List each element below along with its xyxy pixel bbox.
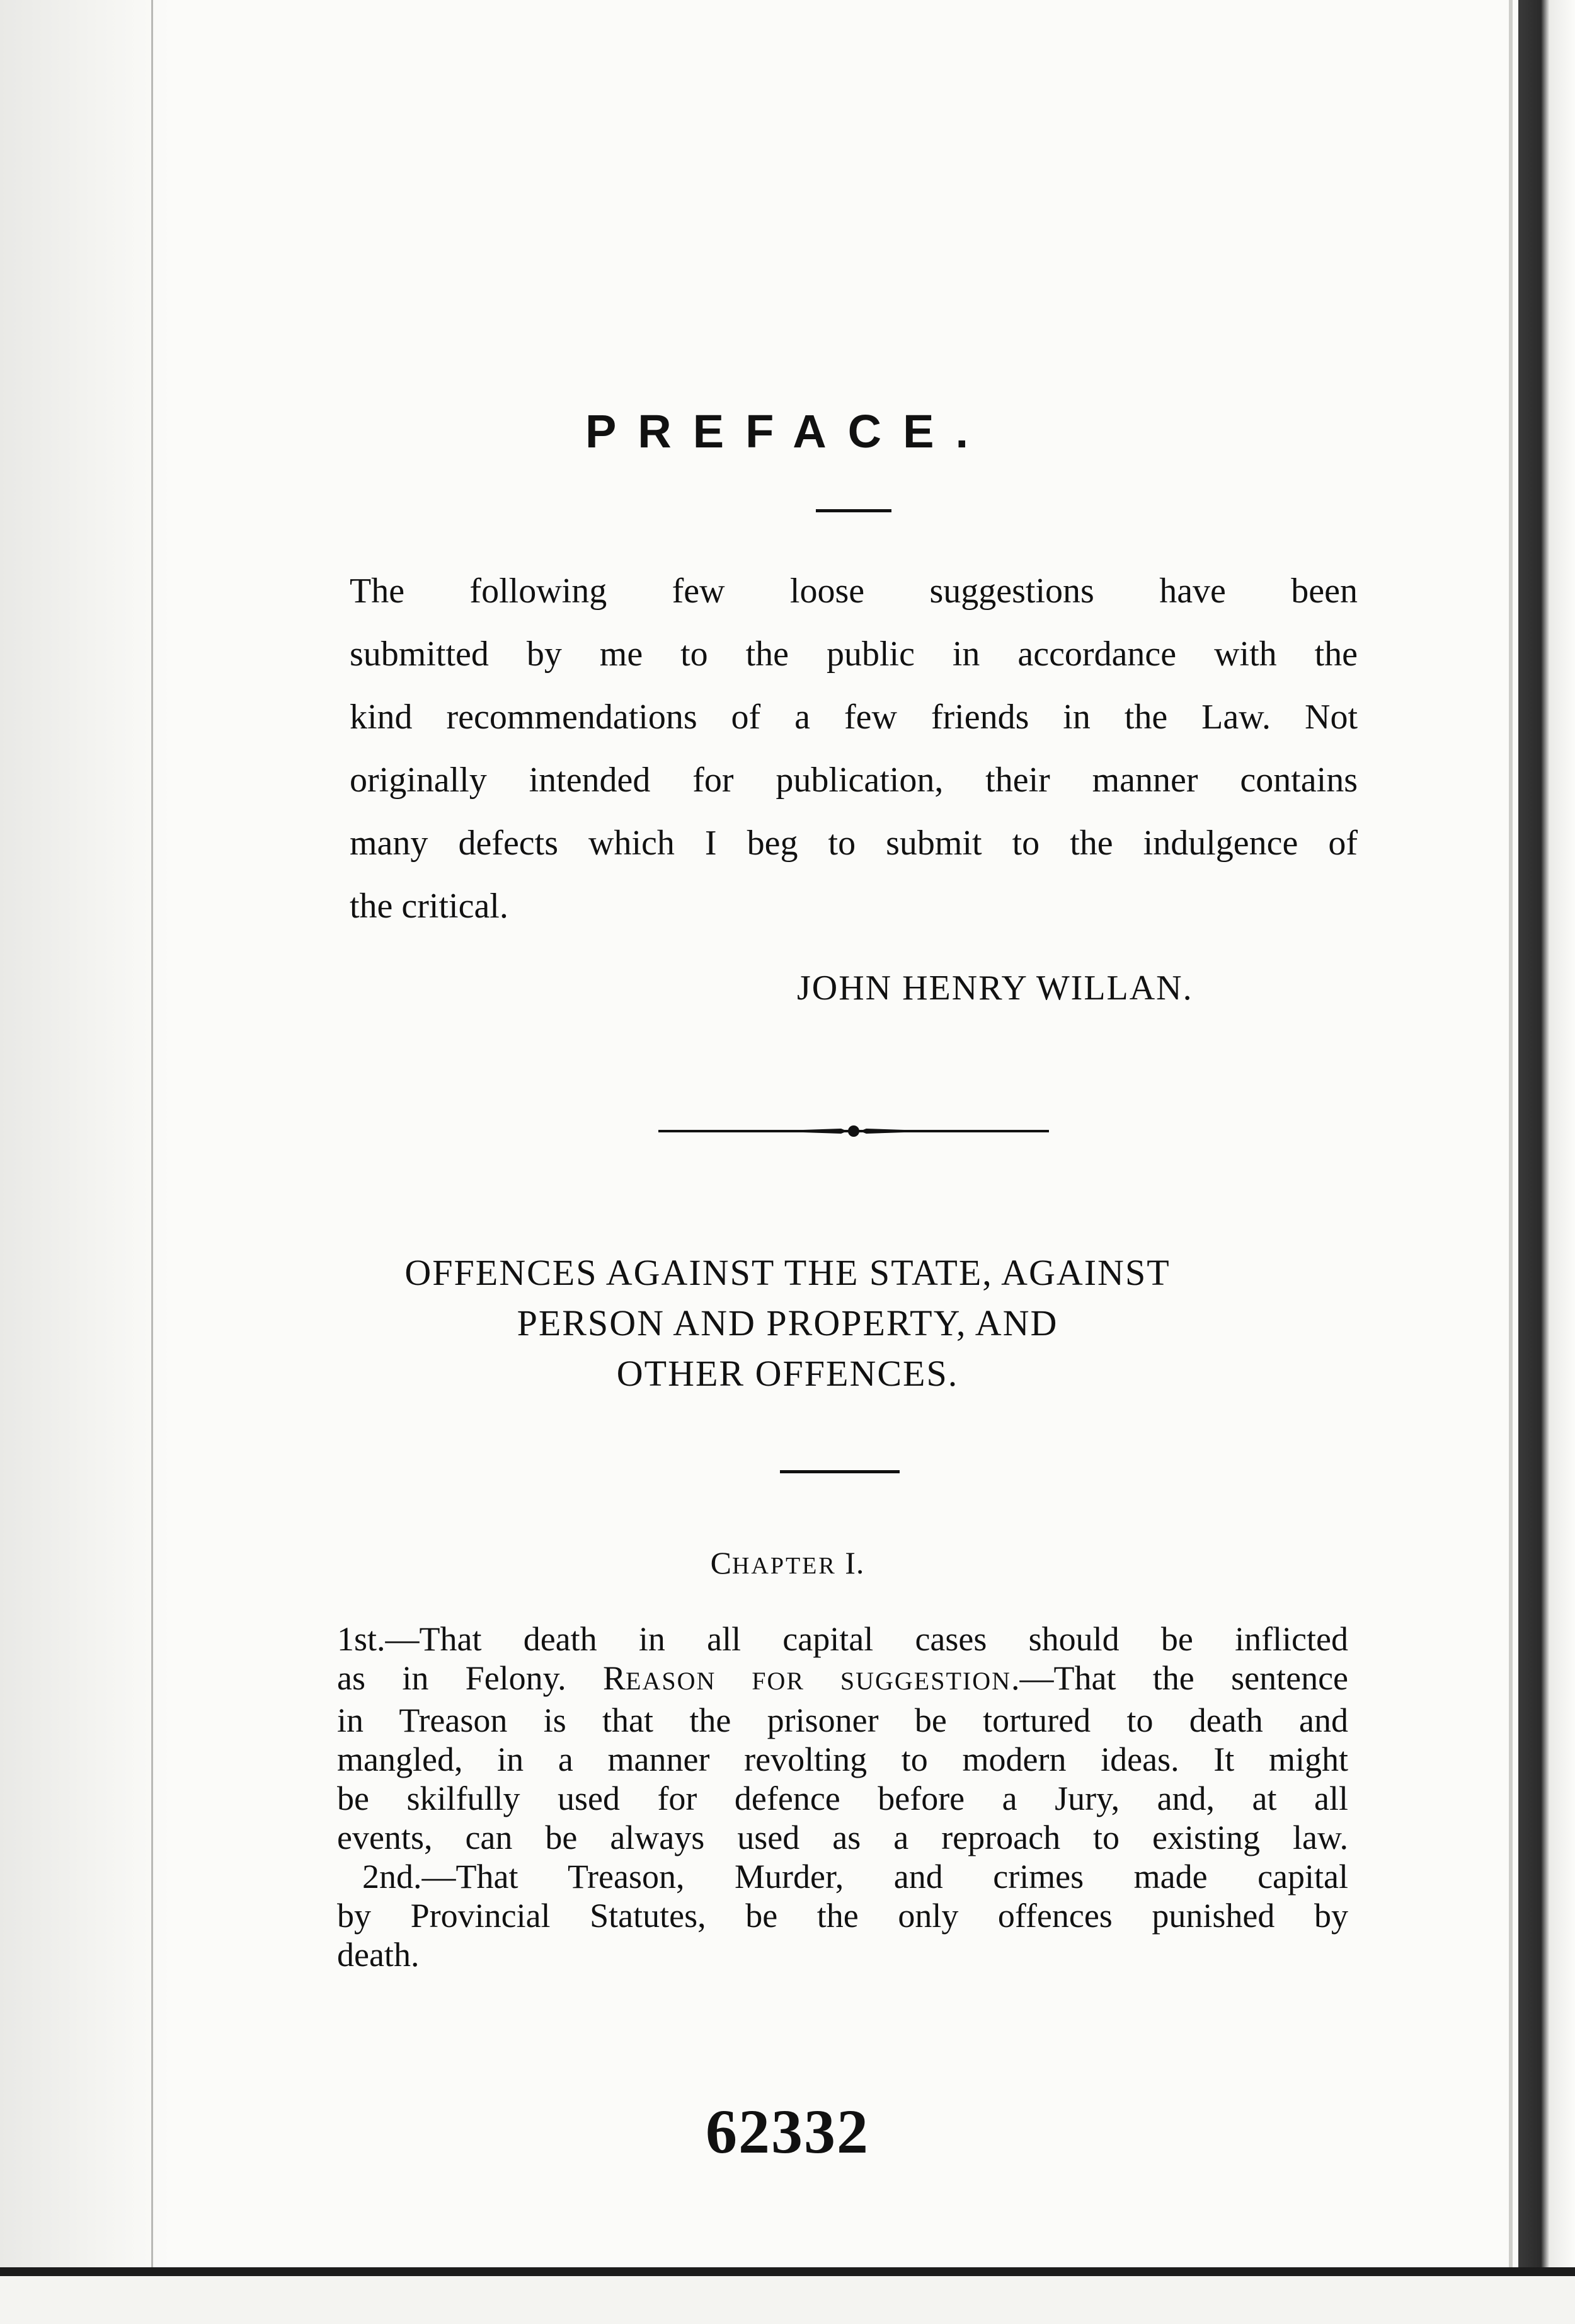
preface-title: PREFACE. bbox=[585, 405, 990, 457]
title-rule bbox=[816, 509, 891, 512]
section-heading-line: OTHER OFFENCES. bbox=[616, 1353, 959, 1394]
reason-initial: R bbox=[603, 1659, 626, 1697]
section-heading-line: PERSON AND PROPERTY, AND bbox=[517, 1303, 1058, 1343]
section-rule bbox=[780, 1470, 900, 1473]
body-line: be skilfully used for defence before a Jury, and, at all bbox=[337, 1780, 1348, 1817]
chapter-body bbox=[337, 1619, 1348, 1974]
section-heading bbox=[0, 1248, 1575, 1399]
chapter-number: I. bbox=[845, 1545, 865, 1580]
body-line: mangled, in a manner revolting to modern ideas. It might bbox=[337, 1740, 1348, 1778]
page-right-inner-edge bbox=[1509, 0, 1513, 2324]
body-line bbox=[337, 1659, 1348, 1701]
chapter-word: HAPTER bbox=[731, 1553, 837, 1579]
page-left-edge bbox=[151, 0, 153, 2324]
body-text: .—That the sentence bbox=[1011, 1659, 1348, 1697]
page-right-edge bbox=[1518, 0, 1575, 2324]
body-line: death. bbox=[337, 1936, 420, 1974]
body-line: 2nd.—That Treason, Murder, and crimes made capital bbox=[362, 1858, 1348, 1895]
page-number: 62332 bbox=[706, 2097, 869, 2166]
chapter-initial: C bbox=[710, 1545, 732, 1580]
page-bottom-edge bbox=[0, 2267, 1575, 2276]
body-text: as in Felony. bbox=[337, 1659, 566, 1697]
page-left-shadow bbox=[0, 0, 170, 2324]
body-line: in Treason is that the prisoner be tortured to death and bbox=[337, 1701, 1348, 1739]
preface-line: The following few loose suggestions have been bbox=[350, 572, 1358, 611]
ornamental-divider bbox=[658, 1122, 1049, 1141]
preface-line: many defects which I beg to submit to the indulgence of bbox=[350, 824, 1358, 863]
body-line: by Provincial Statutes, be the only offences punished by bbox=[337, 1897, 1348, 1935]
section-heading-line: OFFENCES AGAINST THE STATE, AGAINST bbox=[404, 1252, 1171, 1293]
preface-line: originally intended for publication, their manner contains bbox=[350, 761, 1358, 800]
chapter-heading bbox=[0, 1538, 1575, 1591]
preface-signature: JOHN HENRY WILLAN. bbox=[797, 969, 1193, 1008]
reason-label: EASON FOR SUGGESTION bbox=[626, 1667, 1011, 1695]
page-bottom-strip bbox=[0, 2276, 1575, 2324]
preface-paragraph bbox=[350, 560, 1358, 938]
body-line: events, can be always used as a reproach to existing law. bbox=[337, 1819, 1348, 1856]
preface-line: submitted by me to the public in accordance with the bbox=[350, 635, 1358, 674]
preface-line: kind recommendations of a few friends in the Law. Not bbox=[350, 698, 1358, 737]
preface-line: the critical. bbox=[350, 887, 508, 926]
body-line: 1st.—That death in all capital cases should be inflicted bbox=[337, 1620, 1348, 1658]
